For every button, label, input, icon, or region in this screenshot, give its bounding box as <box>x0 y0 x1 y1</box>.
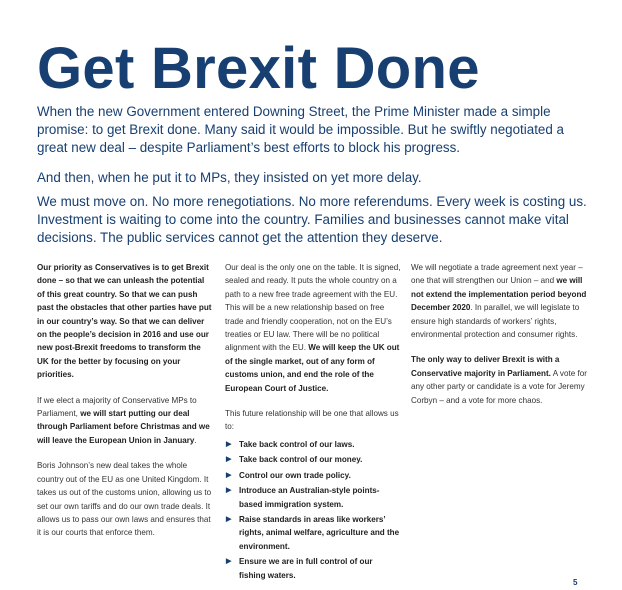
page-title: Get Brexit Done <box>37 36 480 101</box>
intro-paragraph-3: We must move on. No more renegotiations. No more referendums. Every week is costing us. Investment is waiting to come into the country. Families and businesses cannot make vital decisions. The public services cannot get the attention they deserve. <box>37 194 587 245</box>
page-number: 5 <box>573 578 578 587</box>
list-item-text: Raise standards in areas like workers’ rights, animal welfare, agriculture and the environment. <box>239 514 400 551</box>
intro-paragraph-1: When the new Government entered Downing Street, the Prime Minister made a simple promise: to get Brexit done. Many said it would be impossible. But he swiftly negotiated a great new deal – despite Parliament’s best efforts to block his progress. <box>37 104 564 155</box>
bullet-arrow-icon: ▶ <box>226 471 232 479</box>
col3-paragraph-2 <box>411 353 587 407</box>
list-item <box>225 555 401 582</box>
col1-paragraph-3: Boris Johnson’s new deal takes the whole country out of the EU as one United Kingdom. It takes us out of the customs union, allowing us to set our own tariffs and do our own trade deals. It allows us to pass our own laws and ensures that it is our courts that enforce them. <box>37 461 212 538</box>
col1-paragraph-2 <box>37 394 213 448</box>
priorities-list <box>225 438 401 582</box>
list-item <box>225 469 401 482</box>
column-1 <box>37 261 213 552</box>
col3-p1-text: We will negotiate a trade agreement next year – one that will strengthen our Union – and <box>411 263 583 286</box>
col2-paragraph-1 <box>225 261 401 395</box>
col3-p1-end: . In parallel, we will legislate to ensure high standards of workers’ rights, environmental protection and consumer rights. <box>411 303 580 340</box>
column-2 <box>225 261 401 584</box>
list-item-text: Introduce an Australian-style points-based immigration system. <box>239 486 380 509</box>
intro-paragraph-2: And then, when he put it to MPs, they insisted on yet more delay. <box>37 170 422 185</box>
col3-p2-bold: The only way to deliver Brexit is with a Conservative majority in Parliament. <box>411 355 560 378</box>
col1-p2-bold: we will start putting our deal through Parliament before Christmas and we will leave the European Union in January <box>37 409 210 445</box>
col2-paragraph-2: This future relationship will be one that allows us to: <box>225 409 399 432</box>
list-item <box>225 513 401 553</box>
col1-p2-text: If we elect a majority of Conservative MPs to Parliament, <box>37 395 197 419</box>
list-item-text: Take back control of our laws. <box>239 439 355 449</box>
bullet-arrow-icon: ▶ <box>226 515 232 523</box>
col2-p1-text: Our deal is the only one on the table. It is signed, sealed and ready. It puts the whole country on a path to a new free trade agreement with the EU. This will be a new relationship based on free trade and friendly cooperation, not on the EU’s treaties or EU law. There will be no political alignment with the EU. <box>225 263 401 353</box>
list-item <box>225 453 401 466</box>
list-item-text: Take back control of our money. <box>239 455 363 465</box>
col3-paragraph-1 <box>411 261 587 341</box>
col3-p2-text: A vote for any other party or candidate is a vote for Jeremy Corbyn – and a vote for more chaos. <box>411 368 587 405</box>
bullet-arrow-icon: ▶ <box>226 456 232 464</box>
col1-paragraph-1 <box>37 261 213 382</box>
bullet-arrow-icon: ▶ <box>226 440 232 448</box>
bullet-arrow-icon: ▶ <box>226 487 232 495</box>
col1-p1-bold: Our priority as Conservatives is to get Brexit done – so that we can unleash the potential of this great country. So that we can push past the obstacles that other parties have put in our country’s way. So that we can deliver on the people’s decision in 2016 and use our new post-Brexit freedoms to transform the UK for the better by focusing on your priorities. <box>37 263 212 380</box>
list-item-text: Control our own trade policy. <box>239 470 351 480</box>
col2-p1-bold: We will keep the UK out of the single market, out of any form of customs union, and end the role of the European Court of Justice. <box>225 343 400 393</box>
list-item-text: Ensure we are in full control of our fishing waters. <box>239 557 373 580</box>
col3-p1-bold: we will not extend the implementation period beyond December 2020 <box>411 276 587 313</box>
list-item <box>225 438 401 451</box>
bullet-arrow-icon: ▶ <box>226 558 232 566</box>
column-3 <box>411 261 587 419</box>
col1-p2-end: . <box>194 435 197 445</box>
list-item <box>225 484 401 511</box>
